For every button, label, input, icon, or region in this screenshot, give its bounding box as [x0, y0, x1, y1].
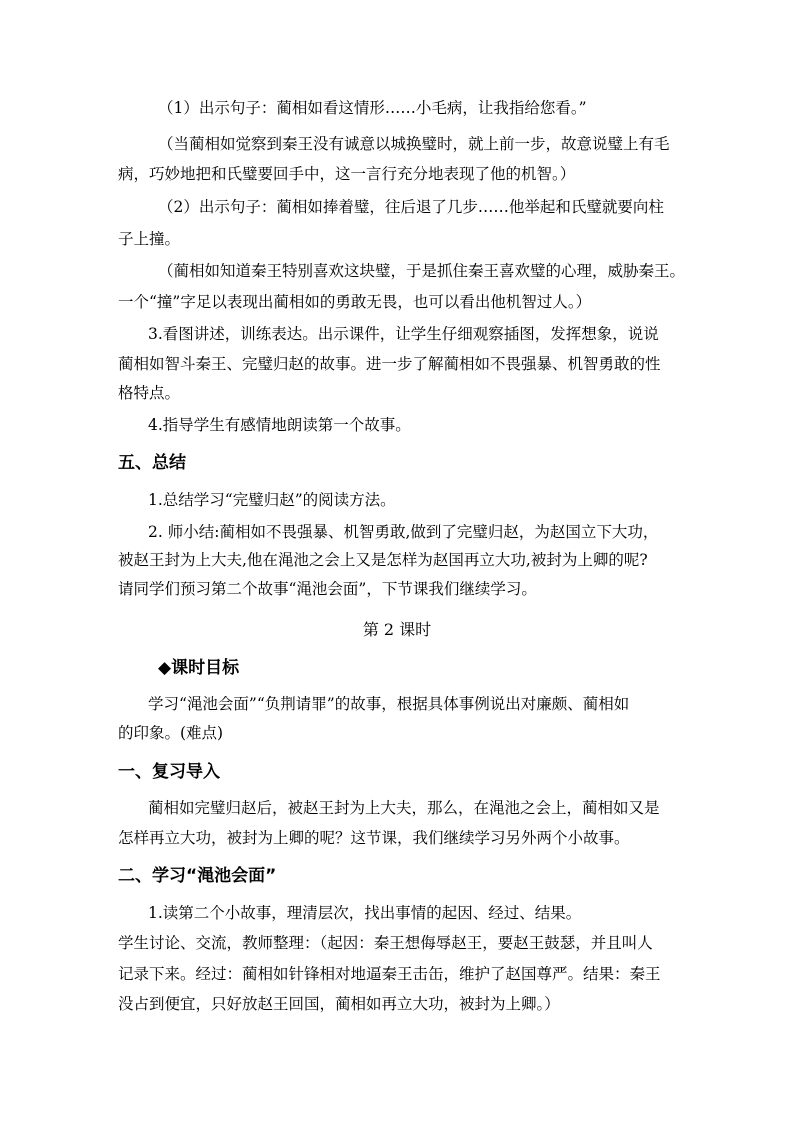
lesson-goal-line-2: 的印象。(难点) — [118, 724, 224, 742]
review-paragraph-line-1: 蔺相如完璧归赵后，被赵王封为上大夫，那么，在渑池之会上，蔺相如又是 — [148, 799, 660, 817]
paragraph-explanation-2-line-2: 一个“撞”字足以表现出蔺相如的勇敢无畏，也可以看出他机智过人。） — [118, 293, 592, 311]
paragraph-step-3-line-3: 格特点。 — [118, 384, 181, 402]
mianchi-step-1: 1.读第二个小故事，理清层次，找出事情的起因、经过、结果。 — [148, 904, 582, 922]
section-heading-summary: 五、总结 — [118, 453, 186, 473]
paragraph-sentence-2-line-2: 子上撞。 — [118, 230, 181, 248]
summary-item-2-line-2: 被赵王封为上大夫,他在渑池之会上又是怎样为赵国再立大功,被封为上卿的呢? — [118, 551, 648, 569]
paragraph-step-3-line-1: 3.看图讲述，训练表达。出示课件，让学生仔细观察插图，发挥想象，说说 — [148, 325, 659, 343]
paragraph-explanation-2-line-1: （蔺相如知道秦王特别喜欢这块璧，于是抓住秦王喜欢璧的心理，威胁秦王。 — [158, 262, 686, 280]
section-heading-mianchi: 二、学习“渑池会面” — [118, 866, 277, 886]
summary-item-1: 1.总结学习“完璧归赵”的阅读方法。 — [148, 491, 396, 509]
lesson-goal-line-1: 学习“渑池会面”“负荆请罪”的故事，根据具体事例说出对廉颇、蔺相如 — [148, 695, 630, 713]
paragraph-explanation-1-line-1: （当蔺相如觉察到秦王没有诚意以城换璧时，就上前一步，故意说璧上有毛 — [158, 135, 670, 153]
mianchi-discussion-line-2: 记录下来。经过：蔺相如针锋相对地逼秦王击缶，维护了赵国尊严。结果：秦王 — [118, 965, 661, 983]
paragraph-sentence-2-line-1: （2）出示句子：蔺相如捧着璧，往后退了几步……他举起和氏璧就要向柱 — [158, 198, 664, 216]
summary-item-2-line-3: 请同学们预习第二个故事“渑池会面”，下节课我们继续学习。 — [118, 580, 537, 598]
paragraph-sentence-1: （1）出示句子：蔺相如看这情形……小毛病，让我指给您看。” — [158, 99, 587, 117]
paragraph-explanation-1-line-2: 病，巧妙地把和氏璧要回手中，这一言行充分地表现了他的机智。） — [118, 165, 576, 183]
review-paragraph-line-2: 怎样再立大功，被封为上卿的呢？这节课，我们继续学习另外两个小故事。 — [118, 829, 630, 847]
section-heading-review: 一、复习导入 — [118, 762, 220, 782]
lesson-2-title: 第 2 课时 — [362, 620, 432, 639]
mianchi-discussion-line-1: 学生讨论、交流，教师整理：（起因：秦王想侮辱赵王，要赵王鼓瑟，并且叫人 — [118, 934, 653, 952]
summary-item-2-line-1: 2. 师小结:蔺相如不畏强暴、机智勇敢,做到了完璧归赵，为赵国立下大功， — [148, 523, 659, 541]
paragraph-step-3-line-2: 蔺相如智斗秦王、完璧归赵的故事。进一步了解蔺相如不畏强暴、机智勇敢的性 — [118, 355, 661, 373]
mianchi-discussion-line-3: 没占到便宜，只好放赵王回国，蔺相如再立大功，被封为上卿。） — [118, 995, 560, 1013]
paragraph-step-4: 4.指导学生有感情地朗读第一个故事。 — [148, 416, 411, 434]
lesson-goal-heading: ◆课时目标 — [158, 658, 240, 678]
